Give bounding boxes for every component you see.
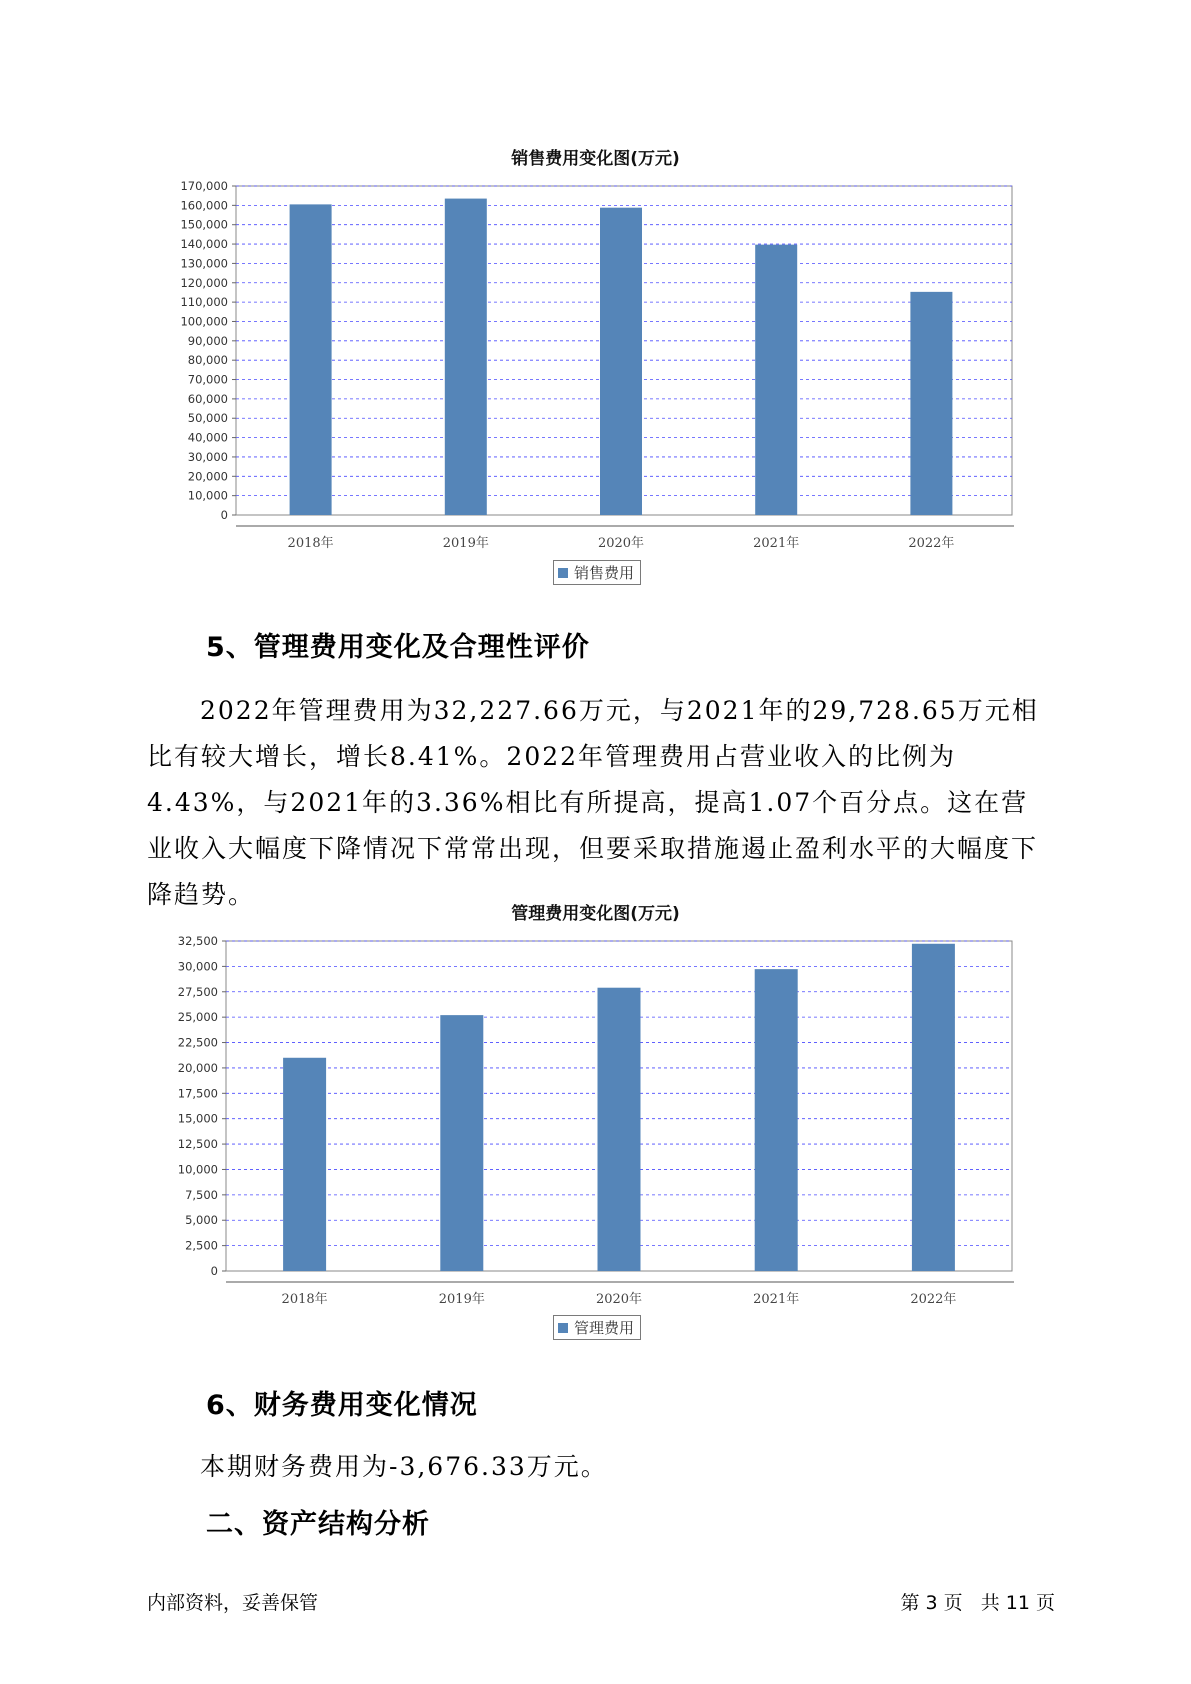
y-tick-label: 90,000 — [187, 333, 228, 348]
bar-2019年 — [440, 1015, 483, 1271]
y-tick-label: 20,000 — [187, 469, 228, 484]
legend-label: 管理费用 — [574, 1319, 635, 1337]
y-tick-label: 30,000 — [177, 959, 218, 974]
x-tick-label: 2022年 — [908, 536, 955, 551]
bar-2020年 — [600, 208, 642, 515]
y-tick-label: 7,500 — [185, 1187, 218, 1202]
y-tick-label: 15,000 — [177, 1111, 218, 1126]
bar-2020年 — [598, 988, 641, 1271]
admin-expense-chart — [0, 930, 1191, 1310]
bar-2022年 — [912, 944, 955, 1271]
sales-expense-chart-title: 销售费用变化图(万元) — [511, 149, 680, 169]
y-tick-label: 120,000 — [180, 275, 228, 290]
footer-confidential: 内部资料，妥善保管 — [147, 1592, 319, 1614]
admin-expense-chart-title: 管理费用变化图(万元) — [511, 904, 680, 924]
x-tick-label: 2019年 — [438, 1292, 485, 1307]
y-tick-label: 10,000 — [177, 1162, 218, 1177]
x-tick-label: 2019年 — [442, 536, 489, 551]
y-tick-label: 0 — [220, 508, 228, 522]
x-tick-label: 2022年 — [910, 1292, 957, 1307]
y-tick-label: 130,000 — [180, 256, 228, 271]
legend-swatch — [558, 568, 568, 578]
y-tick-label: 17,500 — [177, 1086, 218, 1101]
section-6-text: 本期财务费用为-3,676.33万元。 — [200, 1452, 608, 1481]
y-tick-label: 150,000 — [180, 217, 228, 232]
bar-2018年 — [283, 1058, 326, 1271]
y-tick-label: 0 — [210, 1264, 218, 1278]
y-tick-label: 32,500 — [177, 934, 218, 948]
y-tick-label: 50,000 — [187, 411, 228, 426]
footer-page-number: 第 3 页 共 11 页 — [900, 1592, 1055, 1614]
bar-2021年 — [755, 245, 797, 515]
sales-expense-chart — [0, 170, 1191, 550]
y-tick-label: 10,000 — [187, 488, 228, 503]
y-tick-label: 12,500 — [177, 1137, 218, 1152]
y-tick-label: 170,000 — [180, 179, 228, 193]
x-tick-label: 2018年 — [287, 536, 334, 551]
y-tick-label: 20,000 — [177, 1060, 218, 1075]
x-tick-label: 2020年 — [595, 1292, 643, 1307]
legend-label: 销售费用 — [574, 564, 635, 582]
y-tick-label: 160,000 — [180, 198, 228, 213]
bar-2021年 — [755, 969, 798, 1271]
y-tick-label: 40,000 — [187, 430, 228, 445]
x-tick-label: 2020年 — [597, 536, 645, 551]
section-5-paragraph: 2022年管理费用为32,227.66万元，与2021年的29,728.65万元相比有较大增长，增长8.41%。2022年管理费用占营业收入的比例为4.43%，与2021年的3.36%相比有所提高，提高1.07个百分点。这在营业收入大幅度下降情况下常常出现，但要采取措施遏止盈利水平的大幅度下降趋势。 — [147, 696, 1039, 909]
sales-expense-legend — [553, 560, 641, 585]
y-tick-label: 5,000 — [185, 1213, 218, 1228]
x-tick-label: 2018年 — [281, 1292, 328, 1307]
section-6-heading: 6、财务费用变化情况 — [206, 1390, 478, 1421]
legend-swatch — [558, 1323, 568, 1333]
bar-2019年 — [445, 199, 487, 515]
y-tick-label: 2,500 — [185, 1238, 218, 1253]
y-tick-label: 60,000 — [187, 391, 228, 406]
section-two-heading: 二、资产结构分析 — [206, 1509, 430, 1540]
y-tick-label: 100,000 — [180, 314, 228, 329]
y-tick-label: 140,000 — [180, 237, 228, 252]
x-tick-label: 2021年 — [753, 1292, 800, 1307]
y-tick-label: 70,000 — [187, 372, 228, 387]
y-tick-label: 80,000 — [187, 353, 228, 368]
bar-2022年 — [910, 292, 952, 515]
y-tick-label: 30,000 — [187, 449, 228, 464]
admin-expense-legend — [553, 1315, 641, 1340]
x-tick-label: 2021年 — [753, 536, 800, 551]
y-tick-label: 22,500 — [177, 1035, 218, 1050]
y-tick-label: 27,500 — [177, 984, 218, 999]
y-tick-label: 110,000 — [180, 295, 228, 310]
section-5-heading: 5、管理费用变化及合理性评价 — [206, 632, 590, 663]
y-tick-label: 25,000 — [177, 1010, 218, 1025]
bar-2018年 — [290, 204, 332, 515]
